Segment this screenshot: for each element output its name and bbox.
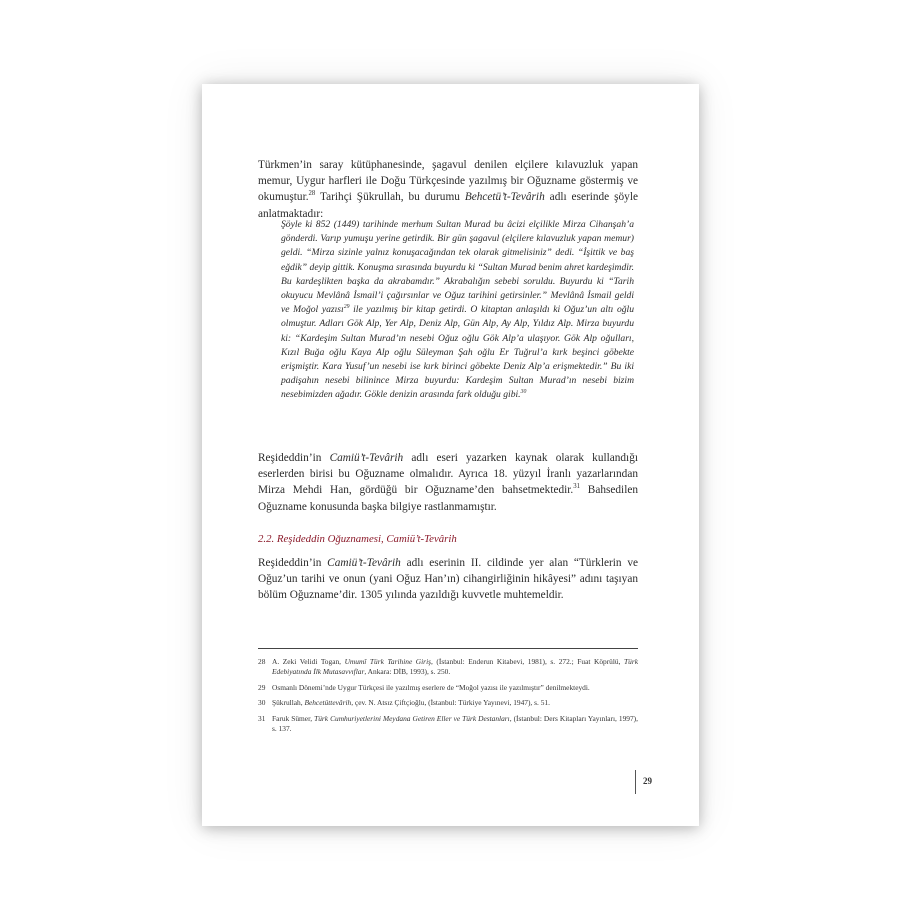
paragraph-1-text: adlı eserinde şöyle anlatmaktadır: [258,191,638,220]
paragraph-3-text: Reşideddin’in [258,557,328,569]
paragraph-1-text: Tarihçi Şükrullah, bu durumu [315,191,465,204]
footnote-text-part: Faruk Sümer, [272,713,315,723]
footnotes [258,657,638,739]
footnote-text-part: , (İstanbul: Enderun Kitabevi, 1981), s. 272.; Fuat Köprülü, [431,657,625,666]
footnote-text-part: Şükrullah, [272,698,305,708]
footnote-text [272,698,638,708]
footnote-number: 28 [258,657,266,666]
footnote-ref-28: 28 [308,190,316,198]
paragraph-2-text: adlı eseri yazarken kaynak olarak kullandığı eserlerden birisi bu Oğuzname olmalıdır. Ayrıca 18. yüzyıl İranlı yazarlarından Mirza Mehdi Han, gördüğü bir Oğuzname’den bahsetmektedir. [258,452,638,497]
quote-text: Şöyle ki 852 (1449) tarihinde merhum Sultan Murad bu âcizi elçilikle Mirza Cihanşah’a gönderdi. Varıp yumuşu yerine getirdik. Bir gün şagavul (elçilere kılavuzluk yapan memur) geldi. “Mirza sizinle yalnız konuşacağından tek olarak gitmelisiniz” dedi. “İşittik ve baş eğdik” deyip gittik. Konuşma sırasında buyurdu ki “Sultan Murad benim ahret kardeşimdir. Bu kardeşlikten başka da akrabamdır.” Akrabalığın sebebi soruldu. Buyurdu ki “Tarih okuyucu Mevlânâ İsmail’i çağırsınlar ve Oğuz tarihini getirsinler.” Mevlânâ İsmail geldi ve Moğol yazısı [281,219,634,316]
footnote-ref-30: 30 [520,389,527,396]
footnote-item [258,714,638,735]
paragraph-1-text: Türkmen’in saray kütüphanesinde, şagavul denilen elçilere kılavuzluk yapan memur, Uygur harfleri ile Doğu Türkçesinde yazılmış bir Oğuzname göstermiş ve okumuştur. [258,159,638,204]
footnote-title-italic: Umumî Türk Tarihine Giriş [344,657,431,666]
footnote-text [272,714,638,735]
footnote-title-italic: Türk Cumhuriyetlerini Meydana Getiren Eller ve Türk Destanları [314,713,510,723]
footnote-divider [258,648,638,649]
paragraph-3 [258,555,638,604]
footnote-ref-29: 29 [343,304,350,311]
quote-text: ile yazılmış bir kitap getirdi. O kitaptan anlaşıldı ki Oğuz’un altı oğlu olmuştur. Adları Gök Alp, Yer Alp, Deniz Alp, Gün Alp, Ay Alp, Yıldız Alp. Mirza buyurdu ki: “Kardeşim Sultan Murad’ın nesebi Oğuz oğlu Gök Alp’a ulaşıyor. Gök Alp oğulları, Kızıl Buğa oğlu Kaya Alp oğlu Süleyman Şah oğlu Er Tuğrul’a kırk beşinci göbekte erişmiştir. Kara Yusuf’un nesebi ise kırk birinci göbekte Deniz Alp’a erişmektedir.” Bu iki padişahın nesebi bilinince Mirza buyurdu: Kardeşim Sultan Murad’ın nesebi bizim nesebimizden ağadır. Gökle denizin arasında fark olduğu gibi. [281,304,635,401]
footnote-text [272,657,638,678]
book-title-italic: Behcetü’t-Tevârih [464,191,545,204]
paragraph-2-text: Reşideddin’in [258,452,330,464]
footnote-text-part: , (İstanbul: Ders Kitapları Yayınları, 1997), s. 137. [272,713,638,734]
page-number: 29 [643,776,652,786]
footnote-text-part: , çev. N. Atsız Çiftçioğlu, (İstanbul: Türkiye Yayınevi, 1947), s. 51. [351,698,550,708]
footnote-item [258,657,638,678]
footnote-number: 29 [258,682,266,692]
footnote-text-part: Osmanlı Dönemi’nde Uygur Türkçesi ile yazılmış eserlere de “Moğol yazısı ile yazılmıştır” denilmekteydi. [272,682,590,692]
paragraph-3-text: adlı eserinin II. cildinde yer alan “Türklerin ve Oğuz’un tarihi ve onun (yani Oğuz Han’ın) cihangirliğinin hikâyesi” adını taşıyan bölüm Oğuzname’dir. 1305 yılında yazıldığı kuvvetle muhtemeldir. [258,557,638,602]
paragraph-2-text: Bahsedilen Oğuzname konusunda başka bilgiye rastlanmamıştır. [258,484,638,513]
section-heading: 2.2. Reşideddin Oğuznamesi, Camiü’t-Tevârih [258,533,457,545]
paragraph-2 [258,450,638,515]
paragraph-1 [258,157,638,222]
footnote-title-italic: Behcetüttevârih [304,698,352,708]
footnote-item [258,683,638,693]
footnote-text-part: A. Zeki Velidi Togan, [272,657,345,666]
footnote-text-part: , Ankara: DİB, 1993), s. 250. [364,667,451,677]
book-page [202,84,699,826]
page-number-divider [635,770,636,794]
book-title-italic: Camiü’t-Tevârih [327,557,401,569]
block-quote [281,218,634,403]
footnote-item [258,698,638,708]
footnote-number: 30 [258,698,266,708]
footnote-number: 31 [258,713,266,723]
footnote-title-italic: Türk Edebiyatında İlk Mutasavvıflar [272,657,638,677]
book-title-italic: Camiü’t-Tevârih [329,452,404,464]
footnote-ref-31: 31 [573,483,581,491]
footnote-text [272,683,638,693]
